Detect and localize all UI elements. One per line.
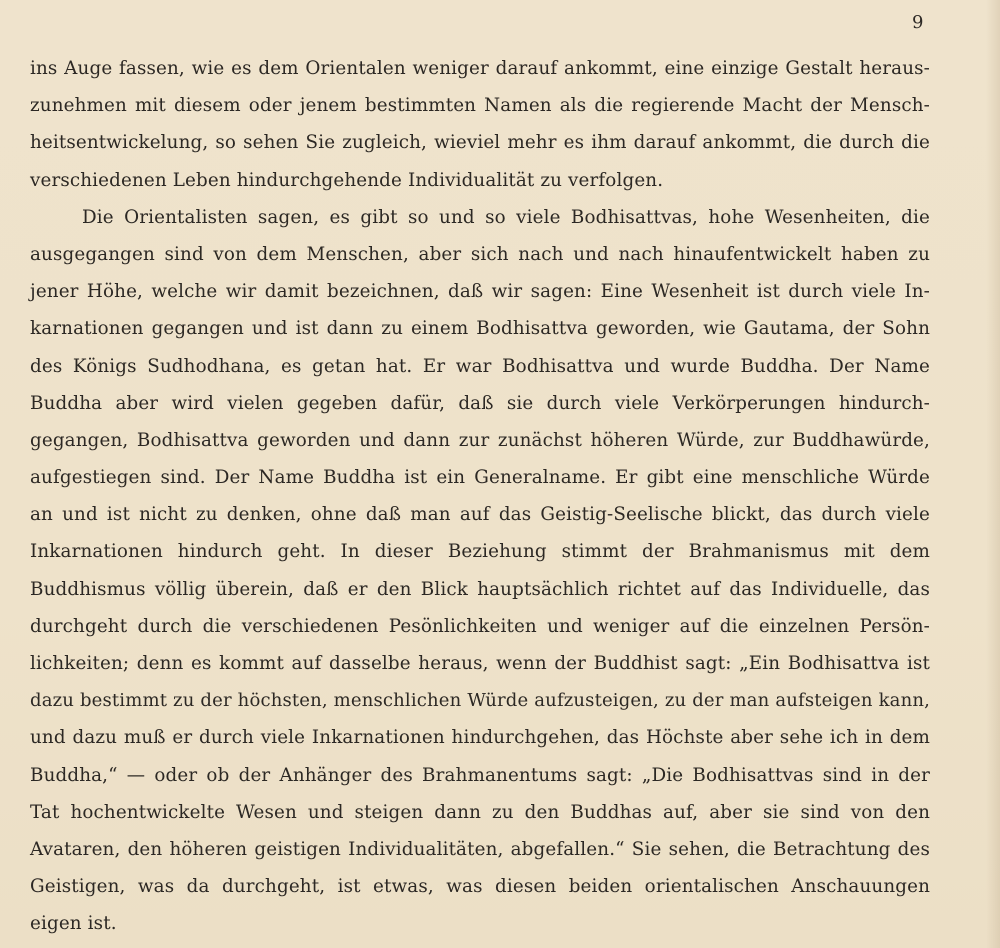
text-line: jener Höhe, welche wir damit bezeichnen, daß wir sagen: Eine Wesenheit ist durch viele In- xyxy=(30,281,930,303)
text-line: Buddha,“ — oder ob der Anhänger des Brahmanentums sagt: „Die Bodhisattvas sind in der xyxy=(30,764,930,786)
text-line: Buddha aber wird vielen gegeben dafür, daß sie durch viele Verkörperungen hindurch- xyxy=(30,392,930,414)
text-line: karnationen gegangen und ist dann zu einem Bodhisattva geworden, wie Gautama, der Sohn xyxy=(30,318,930,340)
text-line: und dazu muß er durch viele Inkarnationen hindurchgehen, das Höchste aber sehe ich in dem xyxy=(30,727,930,749)
text-line: ins Auge fassen, wie es dem Orientalen weniger darauf ankommt, eine einzige Gestalt heraus- xyxy=(30,58,930,79)
text-line: Geistigen, was da durchgeht, ist etwas, was diesen beiden orientalischen Anschauungen xyxy=(30,876,930,898)
text-line: Inkarnationen hindurch geht. In dieser Beziehung stimmt der Brahmanismus mit dem xyxy=(30,541,930,563)
text-line: gegangen, Bodhisattva geworden und dann zur zunächst höheren Würde, zur Buddhawürde, xyxy=(30,429,930,451)
page-number: 9 xyxy=(912,12,924,33)
text-line: zunehmen mit diesem oder jenem bestimmten Namen als die regierende Macht der Mensch- xyxy=(30,95,930,117)
text-line: Die Orientalisten sagen, es gibt so und so viele Bodhisattvas, hohe Wesenheiten, die xyxy=(82,206,930,228)
text-line: Buddhismus völlig überein, daß er den Blick hauptsächlich richtet auf das Individuelle, das xyxy=(30,578,930,600)
page-edge-shadow xyxy=(986,0,1000,948)
text-line: aufgestiegen sind. Der Name Buddha ist ein Generalname. Er gibt eine menschliche Würde xyxy=(30,467,930,489)
text-line: lichkeiten; denn es kommt auf dasselbe heraus, wenn der Buddhist sagt: „Ein Bodhisattva ist xyxy=(30,653,930,674)
text-line: Avataren, den höheren geistigen Individualitäten, abgefallen.“ Sie sehen, die Betrachtung des xyxy=(30,838,930,860)
text-line: an und ist nicht zu denken, ohne daß man auf das Geistig-Seelische blickt, das durch viele xyxy=(30,504,930,526)
body-text xyxy=(30,50,930,943)
text-line: Tat hochentwickelte Wesen und steigen dann zu den Buddhas auf, aber sie sind von den xyxy=(30,801,930,823)
text-line: durchgeht durch die verschiedenen Pesönlichkeiten und weniger auf die einzelnen Persön- xyxy=(30,615,930,637)
text-line: heitsentwickelung, so sehen Sie zugleich, wieviel mehr es ihm darauf ankommt, die durch die xyxy=(30,132,930,154)
text-line: des Königs Sudhodhana, es getan hat. Er war Bodhisattva und wurde Buddha. Der Name xyxy=(30,355,930,377)
text-line: eigen ist. xyxy=(30,913,117,935)
text-line: verschiedenen Leben hindurchgehende Individualität zu verfolgen. xyxy=(30,169,664,191)
text-line: ausgegangen sind von dem Menschen, aber sich nach und nach hinaufentwickelt haben zu xyxy=(30,243,930,265)
text-line: dazu bestimmt zu der höchsten, menschlichen Würde aufzusteigen, zu der man aufsteigen kann, xyxy=(30,690,930,712)
